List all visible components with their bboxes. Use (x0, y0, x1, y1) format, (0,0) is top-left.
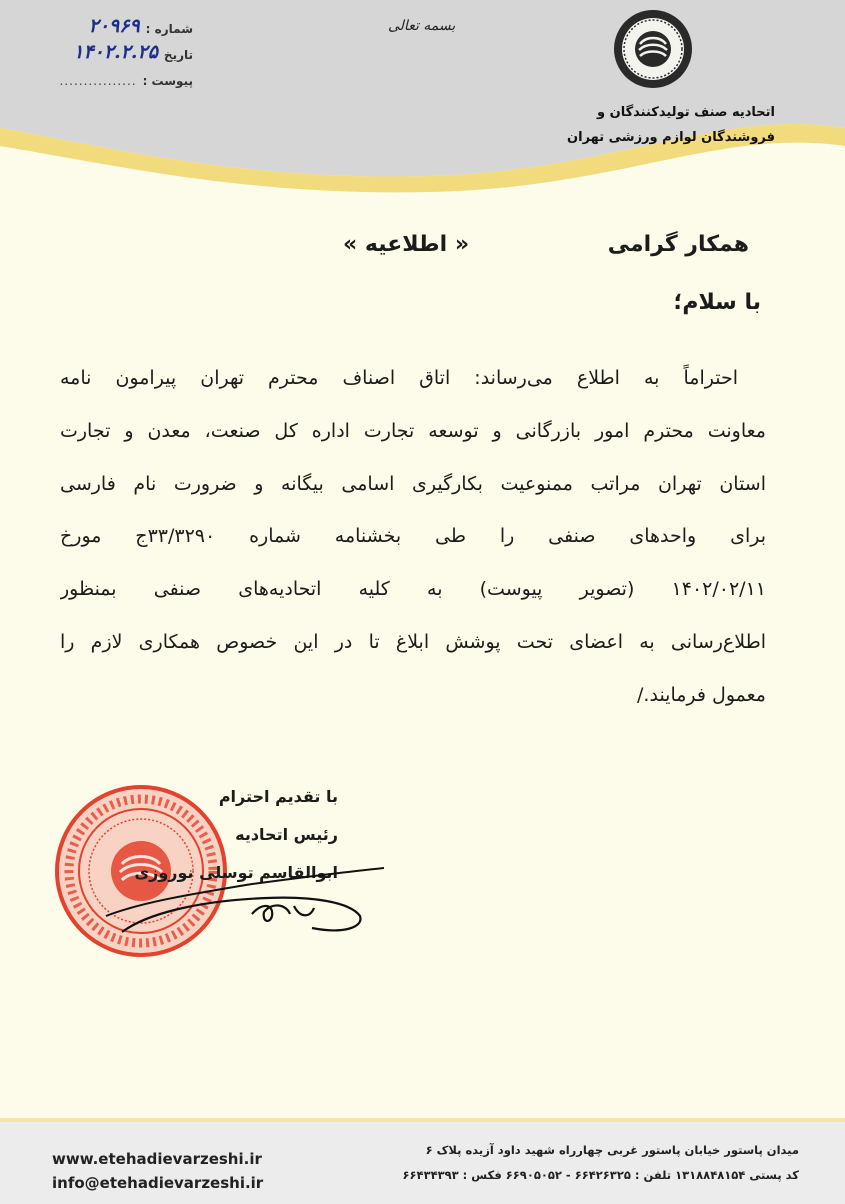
handwritten-signature-icon (102, 858, 387, 948)
signatory-name: ابوالقاسم توسلی نوروزی (134, 863, 338, 882)
organization-name-line-2: فروشندگان لوازم ورزشی تهران (567, 130, 775, 145)
letter-number-row (18, 10, 193, 36)
invocation-text: بسمه تعالی (388, 18, 456, 34)
organization-name (567, 100, 775, 150)
signatory-title: رئیس اتحادیه (235, 825, 338, 844)
body-line: احتراماً به اطلاع می‌رساند: اتاق اصناف محترم تهران پیرامون نامه (60, 367, 738, 389)
footer-phone-fax: کد پستی ۱۳۱۸۸۴۸۱۵۴ تلفن : ۶۶۴۲۶۳۲۵ - ۶۶۹۰۵۰۵۲ فکس : ۶۶۴۳۴۳۹۳ (402, 1168, 799, 1182)
footer-website: www.etehadievarzeshi.ir (52, 1150, 262, 1168)
organization-name-line-1: اتحادیه صنف تولیدکنندگان و (597, 105, 775, 120)
body-line: اطلاع‌رسانی به اعضای تحت پوشش ابلاغ تا در این خصوص همکاری لازم را (60, 630, 766, 653)
letter-attachment-value: ................ (59, 74, 137, 88)
letter-number-value: ۲۰۹۶۹ (88, 15, 140, 37)
closing-regards: با تقدیم احترام (218, 787, 338, 806)
letter-body (60, 352, 766, 722)
letter-date-label: تاریخ (163, 48, 193, 62)
body-line: معمول فرمایند./ (637, 683, 766, 706)
addressee-heading: همکار گرامی (607, 232, 749, 257)
letter-number-label: شماره : (145, 22, 193, 36)
footer-address-block (403, 1138, 799, 1188)
footer-address: میدان پاستور خیابان پاستور غربی چهارراه شهید داود آزیده پلاک ۶ (425, 1143, 799, 1157)
greeting-heading: با سلام؛ (673, 290, 761, 315)
body-line: برای واحدهای صنفی را طی بخشنامه شماره ۳۳/۳۲۹۰ج مورخ (60, 525, 766, 548)
union-emblem-icon (612, 8, 694, 90)
letter-meta (18, 10, 193, 88)
footer-email: info@etehadievarzeshi.ir (52, 1174, 264, 1192)
notice-heading: « اطلاعیه » (343, 232, 470, 257)
body-line: استان تهران مراتب ممنوعیت بکارگیری اسامی بیگانه و ضرورت نام فارسی (60, 472, 766, 495)
letter-attachment-row (18, 62, 193, 88)
body-line: ۱۴۰۲/۰۲/۱۱ (تصویر پیوست) به کلیه اتحادیه‌های صنفی بمنظور (60, 578, 766, 601)
footer-contact-web (52, 1147, 263, 1195)
letter-date-row (18, 36, 193, 62)
body-line: معاونت محترم امور بازرگانی و توسعه تجارت اداره کل صنعت، معدن و تجارت (60, 419, 766, 442)
letter-attachment-label: پیوست : (142, 74, 193, 88)
letter-date-value: ۱۴۰۲.۲.۲۵ (73, 41, 158, 63)
